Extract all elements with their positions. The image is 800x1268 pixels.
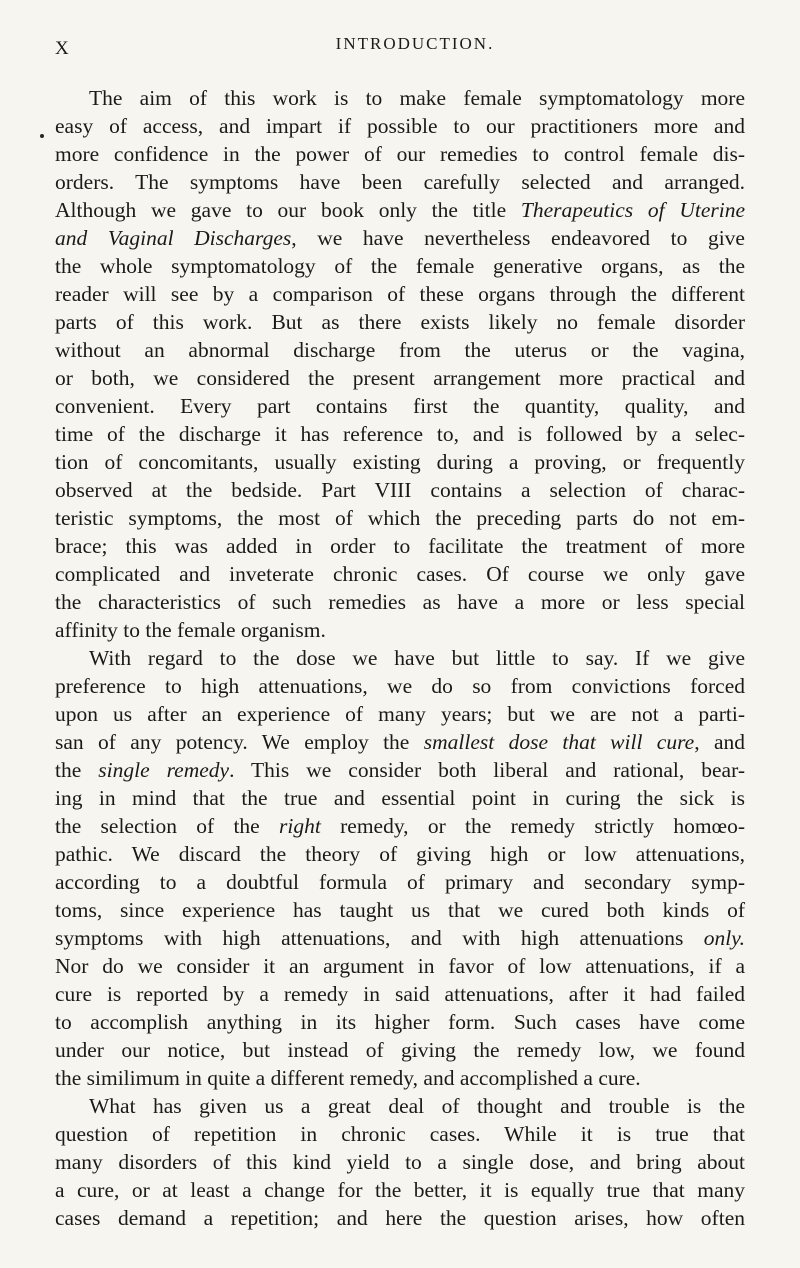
page-number: X	[55, 38, 70, 59]
text-line: a cure, or at least a change for the better, it is equally true that many	[55, 1178, 745, 1202]
text-line: reader will see by a comparison of these organs through the different	[55, 282, 745, 306]
text-line: What has given us a great deal of thought and trouble is the	[89, 1094, 745, 1118]
text-line: Nor do we consider it an argument in favor of low attenuations, if a	[55, 954, 745, 978]
text-line: parts of this work. But as there exists likely no female disorder	[55, 310, 745, 334]
text-line: cases demand a repetition; and here the question arises, how often	[55, 1206, 745, 1230]
text-line: under our notice, but instead of giving the remedy low, we found	[55, 1038, 745, 1062]
text-line: easy of access, and impart if possible to our practitioners more and	[55, 114, 745, 138]
text-line: question of repetition in chronic cases. While it is true that	[55, 1122, 745, 1146]
text-line: observed at the bedside. Part VIII contains a selection of charac-	[55, 478, 745, 502]
running-title: INTRODUCTION.	[335, 34, 495, 53]
text-line: orders. The symptoms have been carefully selected and arranged.	[55, 170, 745, 194]
text-line: the characteristics of such remedies as have a more or less special	[55, 590, 745, 614]
text-line: convenient. Every part contains first the quantity, quality, and	[55, 394, 745, 418]
text-line: Although we gave to our book only the title Therapeutics of Uterine	[55, 198, 746, 222]
text-line: ing in mind that the true and essential point in curing the sick is	[55, 786, 745, 810]
text-line: pathic. We discard the theory of giving high or low attenuations,	[55, 842, 745, 866]
text-line: upon us after an experience of many years; but we are not a parti-	[55, 702, 745, 726]
body-text	[55, 84, 745, 1232]
text-line: affinity to the female organism.	[55, 618, 326, 642]
text-line: or both, we considered the present arrangement more practical and	[55, 366, 745, 390]
text-line: teristic symptoms, the most of which the preceding parts do not em-	[55, 506, 745, 530]
text-line: san of any potency. We employ the smallest dose that will cure, and	[55, 730, 746, 754]
text-line: the selection of the right remedy, or the remedy strictly homœo-	[55, 814, 745, 838]
margin-mark	[40, 134, 44, 138]
text-line: the similimum in quite a different remedy, and accomplished a cure.	[55, 1066, 641, 1090]
text-line: brace; this was added in order to facilitate the treatment of more	[55, 534, 745, 558]
text-line: the single remedy. This we consider both liberal and rational, bear-	[55, 758, 745, 782]
text-line: according to a doubtful formula of primary and secondary symp-	[55, 870, 745, 894]
text-line: complicated and inveterate chronic cases. Of course we only gave	[55, 562, 745, 586]
text-line: toms, since experience has taught us that we cured both kinds of	[55, 898, 745, 922]
text-line: tion of concomitants, usually existing during a proving, or frequently	[55, 450, 745, 474]
text-line: time of the discharge it has reference to, and is followed by a selec-	[55, 422, 745, 446]
text-line: without an abnormal discharge from the uterus or the vagina,	[55, 338, 745, 362]
text-line: more confidence in the power of our remedies to control female dis-	[55, 142, 745, 166]
text-line: and Vaginal Discharges, we have nevertheless endeavored to give	[55, 226, 745, 250]
text-line: to accomplish anything in its higher form. Such cases have come	[55, 1010, 745, 1034]
text-line: With regard to the dose we have but little to say. If we give	[89, 646, 745, 670]
text-line: preference to high attenuations, we do so from convictions forced	[55, 674, 745, 698]
text-line: symptoms with high attenuations, and with high attenuations only.	[55, 926, 745, 950]
text-line: The aim of this work is to make female symptomatology more	[89, 86, 745, 110]
text-line: many disorders of this kind yield to a single dose, and bring about	[55, 1150, 745, 1174]
text-line: cure is reported by a remedy in said attenuations, after it had failed	[55, 982, 745, 1006]
text-line: the whole symptomatology of the female generative organs, as the	[55, 254, 745, 278]
